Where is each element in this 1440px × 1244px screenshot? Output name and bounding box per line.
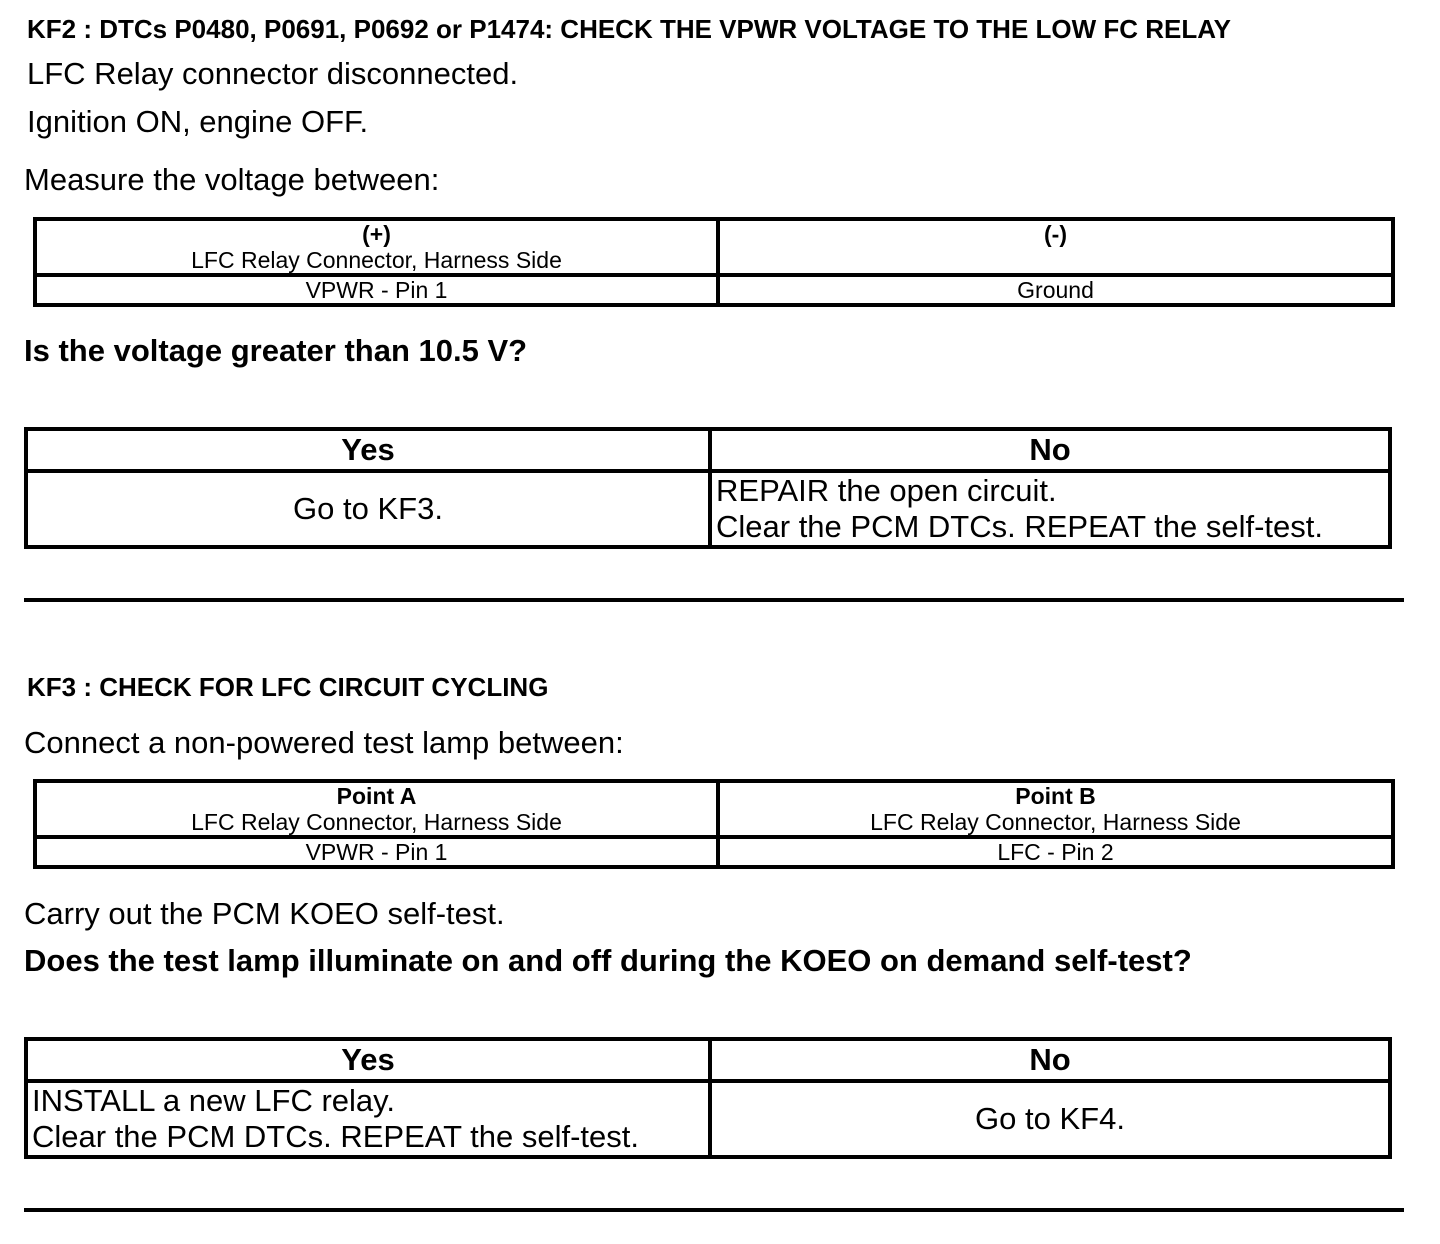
kf2-yes-header: Yes [26, 429, 710, 471]
kf2-measure-col1-header-cell [35, 219, 718, 275]
kf3-point-table [33, 779, 1395, 869]
kf3-point-a-sub: LFC Relay Connector, Harness Side [191, 809, 562, 835]
kf3-point-b-value: LFC - Pin 2 [718, 837, 1393, 867]
kf3-result-table [24, 1037, 1392, 1159]
kf3-point-b-sub: LFC Relay Connector, Harness Side [870, 809, 1241, 835]
kf2-line-connector: LFC Relay connector disconnected. [27, 56, 519, 91]
kf2-measure-col1-sub: LFC Relay Connector, Harness Side [191, 247, 562, 273]
kf2-measure-col2-header-cell [718, 219, 1393, 275]
kf3-yes-result-line2: Clear the PCM DTCs. REPEAT the self-test. [32, 1119, 639, 1154]
kf3-yes-result [26, 1081, 710, 1157]
kf3-instruction: Carry out the PCM KOEO self-test. [24, 896, 505, 931]
kf3-no-header: No [710, 1039, 1390, 1081]
kf2-measure-intro: Measure the voltage between: [24, 162, 440, 197]
kf3-point-a-value: VPWR - Pin 1 [35, 837, 718, 867]
kf2-measure-col1-value: VPWR - Pin 1 [35, 275, 718, 305]
kf3-point-b-header-cell [718, 781, 1393, 837]
kf2-no-header: No [710, 429, 1390, 471]
kf3-point-a-header: Point A [336, 783, 417, 809]
kf2-no-result [710, 471, 1390, 547]
kf3-point-b-header: Point B [1015, 783, 1096, 809]
kf3-heading: KF3 : CHECK FOR LFC CIRCUIT CYCLING [27, 672, 549, 702]
kf3-no-result: Go to KF4. [710, 1081, 1390, 1157]
kf2-result-table [24, 427, 1392, 549]
section-divider-bottom [24, 1208, 1404, 1212]
kf3-yes-header: Yes [26, 1039, 710, 1081]
kf2-line-ignition: Ignition ON, engine OFF. [27, 104, 369, 139]
kf2-yes-result: Go to KF3. [26, 471, 710, 547]
kf2-measure-col2-header: (-) [1044, 221, 1067, 247]
kf2-measure-table [33, 217, 1395, 307]
kf2-measure-col1-header: (+) [362, 221, 391, 247]
kf2-heading: KF2 : DTCs P0480, P0691, P0692 or P1474: CHECK THE VPWR VOLTAGE TO THE LOW FC RELAY [27, 14, 1232, 44]
kf2-no-result-line2: Clear the PCM DTCs. REPEAT the self-test. [716, 509, 1323, 544]
kf2-no-result-line1: REPAIR the open circuit. [716, 473, 1057, 508]
kf2-measure-col2-value: Ground [718, 275, 1393, 305]
kf3-yes-result-line1: INSTALL a new LFC relay. [32, 1083, 395, 1118]
kf3-question: Does the test lamp illuminate on and off during the KOEO on demand self-test? [24, 943, 1192, 978]
kf2-question: Is the voltage greater than 10.5 V? [24, 333, 528, 368]
kf3-point-a-header-cell [35, 781, 718, 837]
section-divider [24, 598, 1404, 602]
kf3-connect-intro: Connect a non-powered test lamp between: [24, 725, 624, 760]
